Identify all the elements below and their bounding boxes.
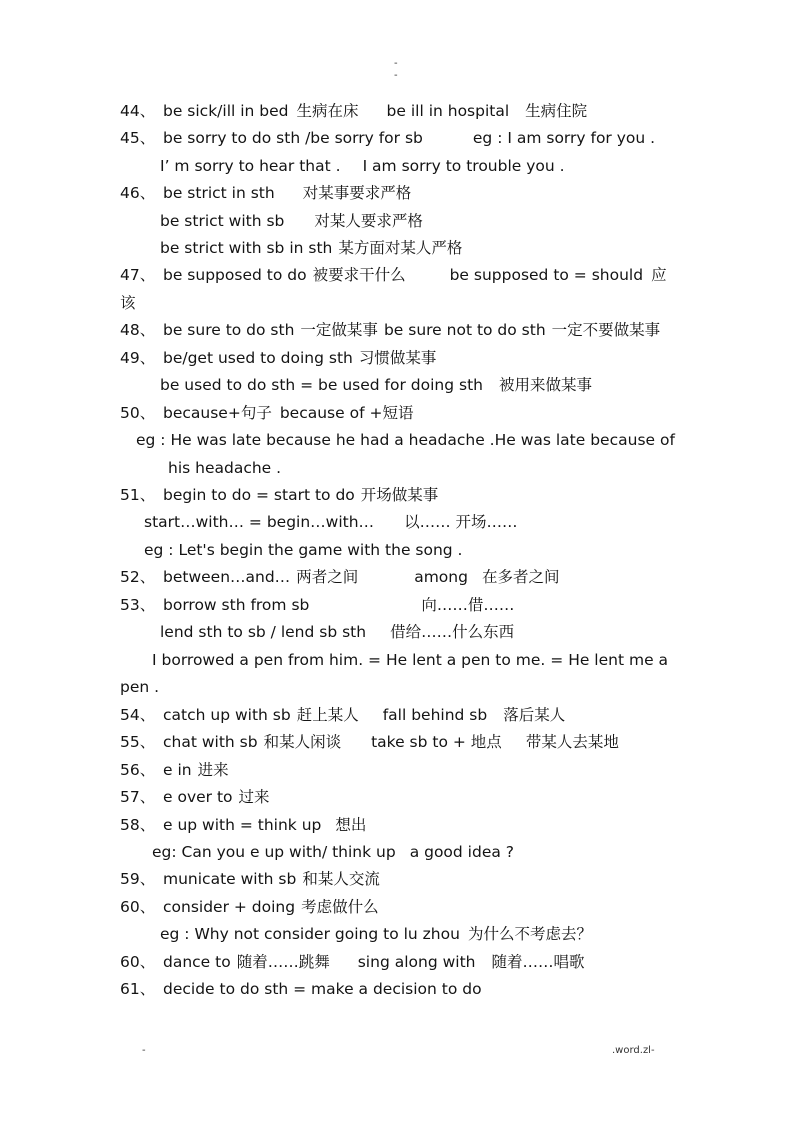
entry-phrase: be sure not to do sth	[383, 321, 546, 339]
entry-47-wrap	[120, 293, 136, 313]
entry-example: his headache .	[168, 459, 282, 477]
entry-59	[120, 869, 380, 889]
footer-mark: -	[142, 1045, 146, 1056]
entry-phrase: lend sth to sb / lend sb sth	[160, 623, 367, 641]
entry-60-example	[160, 924, 592, 944]
entry-51-example	[144, 540, 462, 560]
entry-meaning: 对某事要求严格	[302, 184, 412, 202]
entry-phrase: catch up with sb	[163, 706, 291, 724]
entry-meaning: 落后某人	[503, 706, 566, 724]
entry-number: 45、	[120, 129, 156, 147]
entry-phrase: be strict in sth	[163, 184, 275, 202]
entry-45-example	[160, 156, 565, 176]
entry-phrase: be sorry to do sth /be sorry for sb	[163, 129, 423, 147]
entry-example: a good idea ?	[409, 843, 515, 861]
entry-phrase: between…and…	[163, 568, 291, 586]
entry-number: 59、	[120, 870, 156, 888]
entry-meaning: 带某人去某地	[525, 733, 619, 751]
entry-number: 53、	[120, 596, 156, 614]
entry-number: 55、	[120, 733, 156, 751]
entry-example: I’ m sorry to hear that .	[160, 157, 341, 175]
entry-number: 52、	[120, 568, 156, 586]
entry-phrase: be strict with sb	[160, 212, 285, 230]
entry-phrase: begin to do = start to do	[163, 486, 355, 504]
entry-meaning: 赶上某人	[296, 706, 359, 724]
entry-57	[120, 787, 270, 807]
entry-phrase: among	[414, 568, 468, 586]
entry-number: 49、	[120, 349, 156, 367]
entry-number: 60、	[120, 953, 156, 971]
entry-53-example	[152, 650, 668, 670]
entry-meaning: 为什么不考虑去？	[467, 925, 592, 943]
entry-number: 56、	[120, 761, 156, 779]
entry-meaning: 随着……唱歌	[491, 953, 585, 971]
entry-phrase: be sure to do sth	[163, 321, 295, 339]
entry-58	[120, 815, 366, 835]
entry-number: 61、	[120, 980, 156, 998]
entry-55	[120, 732, 619, 752]
entry-46-sub	[160, 238, 462, 258]
entry-meaning: 一定不要做某事	[551, 321, 661, 339]
entry-60-dance	[120, 952, 584, 972]
entry-number: 57、	[120, 788, 156, 806]
entry-58-example	[152, 842, 514, 862]
entry-phrase: fall behind sb	[382, 706, 488, 724]
entry-phrase: be strict with sb in sth	[160, 239, 333, 257]
entry-52	[120, 567, 559, 587]
entry-phrase: chat with sb	[163, 733, 258, 751]
entry-meaning: 某方面对某人严格	[338, 239, 463, 257]
entry-phrase: consider + doing	[163, 898, 296, 916]
entry-phrase: be used to do sth = be used for doing sth	[160, 376, 483, 394]
entry-phrase: because of +短语	[279, 404, 414, 422]
entry-meaning: 生病住院	[525, 102, 588, 120]
entry-53	[120, 595, 514, 615]
entry-60	[120, 897, 379, 917]
entry-meaning: 随着……跳舞	[236, 953, 330, 971]
entry-56	[120, 760, 229, 780]
entry-example: I borrowed a pen from him. = He lent a pen to me. = He lent me a	[152, 651, 669, 669]
entry-meaning: 和某人闲谈	[263, 733, 342, 751]
entry-meaning: 以…… 开场……	[404, 513, 518, 531]
entry-48	[120, 320, 660, 340]
entry-phrase: dance to	[163, 953, 231, 971]
entry-example: I am sorry to trouble you .	[362, 157, 565, 175]
entry-meaning: 和某人交流	[302, 870, 380, 888]
entry-meaning: 向……借……	[421, 596, 515, 614]
entry-47	[120, 265, 667, 285]
entry-example: eg : Let's begin the game with the song .	[144, 541, 463, 559]
entry-54	[120, 705, 565, 725]
entry-51	[120, 485, 438, 505]
entry-number: 60、	[120, 898, 156, 916]
entry-44	[120, 101, 587, 121]
entry-meaning: 习惯做某事	[358, 349, 437, 367]
entry-phrase: start…with… = begin…with…	[144, 513, 375, 531]
entry-53-example-wrap	[120, 677, 159, 697]
entry-meaning: 被要求干什么	[312, 266, 406, 284]
entry-53-sub	[160, 622, 514, 642]
entry-phrase: take sb to + 地点	[371, 733, 502, 751]
entry-46-sub	[160, 211, 423, 231]
entry-phrase: be ill in hospital	[386, 102, 510, 120]
entry-phrase: because+句子	[163, 404, 272, 422]
entry-61	[120, 979, 482, 999]
entry-phrase: borrow sth from sb	[163, 596, 310, 614]
entry-50	[120, 403, 413, 423]
entry-phrase: e up with = think up	[163, 816, 322, 834]
entry-phrase: be sick/ill in bed	[163, 102, 289, 120]
entry-phrase: e in	[163, 761, 192, 779]
entry-phrase: sing along with	[357, 953, 476, 971]
entry-number: 51、	[120, 486, 156, 504]
entry-meaning: 生病在床	[296, 102, 359, 120]
entry-example: eg : Why not consider going to lu zhou	[160, 925, 460, 943]
entry-number: 54、	[120, 706, 156, 724]
entry-phrase: be supposed to do	[163, 266, 307, 284]
entry-meaning: 一定做某事	[300, 321, 378, 339]
entry-number: 58、	[120, 816, 156, 834]
entry-meaning: 过来	[238, 788, 270, 806]
entry-number: 46、	[120, 184, 156, 202]
entry-meaning: 对某人要求严格	[314, 212, 423, 230]
entry-46	[120, 183, 411, 203]
entry-number: 50、	[120, 404, 156, 422]
entry-meaning: 该	[120, 294, 136, 312]
entry-50-example-wrap	[168, 458, 281, 478]
entry-45	[120, 128, 655, 148]
entry-phrase: be supposed to = should	[449, 266, 644, 284]
entry-phrase: e over to	[163, 788, 233, 806]
entry-meaning: 开场做某事	[360, 486, 439, 504]
entry-51-sub	[144, 512, 518, 532]
entry-example: eg : I am sorry for you .	[472, 129, 656, 147]
footer-watermark: .word.zl-	[612, 1045, 655, 1056]
header-mark: -	[394, 70, 398, 81]
entry-number: 44、	[120, 102, 156, 120]
entry-phrase: municate with sb	[163, 870, 297, 888]
entry-number: 48、	[120, 321, 156, 339]
header-mark: -	[394, 58, 398, 69]
entry-49-sub	[160, 375, 592, 395]
entry-meaning: 借给……什么东西	[390, 623, 515, 641]
entry-example: eg: Can you e up with/ think up	[152, 843, 396, 861]
entry-meaning: 考虑做什么	[301, 898, 379, 916]
entry-meaning: 被用来做某事	[499, 376, 593, 394]
entry-phrase: decide to do sth = make a decision to do	[163, 980, 482, 998]
entry-meaning: 想出	[335, 816, 367, 834]
entry-number: 47、	[120, 266, 156, 284]
entry-meaning: 进来	[197, 761, 229, 779]
entry-meaning: 两者之间	[296, 568, 359, 586]
entry-50-example	[136, 430, 675, 450]
entry-phrase: be/get used to doing sth	[163, 349, 353, 367]
entry-example: pen .	[120, 678, 160, 696]
entry-49	[120, 348, 436, 368]
entry-meaning: 在多者之间	[481, 568, 560, 586]
entry-meaning: 应	[651, 266, 667, 284]
entry-example: eg : He was late because he had a headache .He was late because of	[136, 431, 675, 449]
